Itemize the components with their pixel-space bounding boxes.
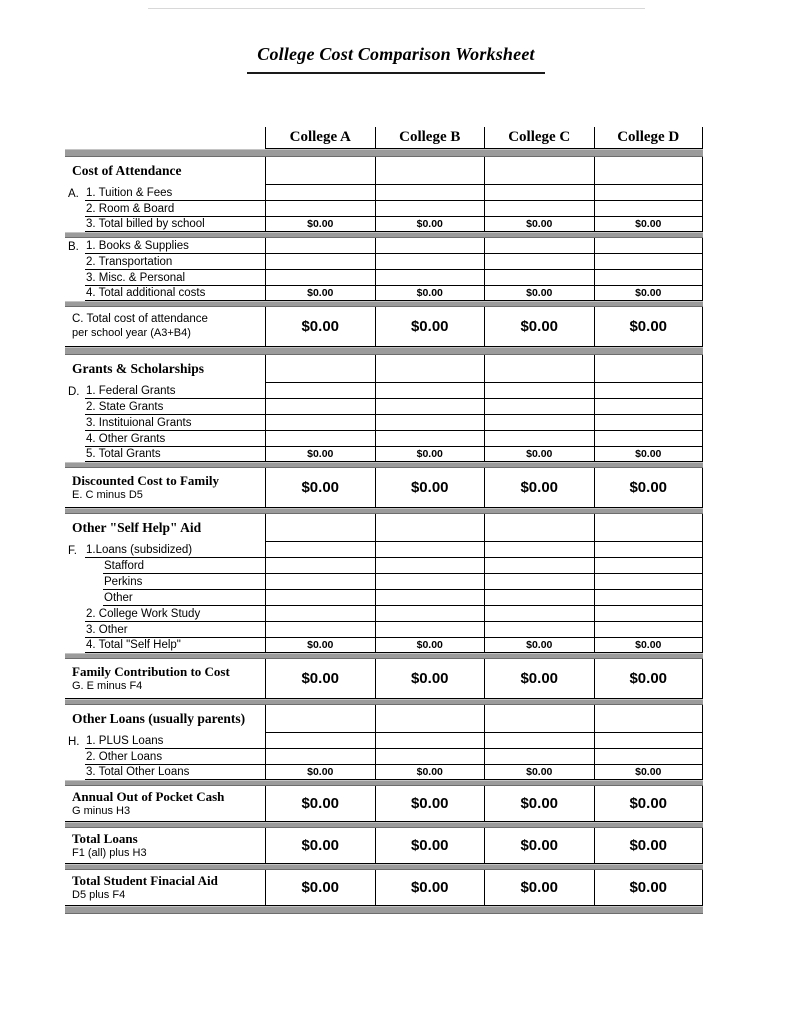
empty-cell: [265, 270, 375, 286]
row-label: 4. Total additional costs: [86, 287, 206, 299]
row-label-cell: [65, 185, 265, 201]
row-label-cell: [65, 415, 265, 431]
column-header: College B: [375, 127, 485, 149]
row-label: Annual Out of Pocket Cash: [72, 788, 225, 804]
empty-cell: [265, 749, 375, 765]
empty-cell: [265, 157, 375, 185]
empty-cell: [594, 185, 704, 201]
empty-cell: [265, 574, 375, 590]
amount-cell: $0.00: [375, 638, 485, 653]
empty-cell: [484, 201, 594, 217]
empty-cell: [484, 558, 594, 574]
amount-cell: $0.00: [265, 447, 375, 462]
row-label: 1. PLUS Loans: [86, 735, 164, 747]
empty-cell: [594, 431, 704, 447]
row-label: Perkins: [104, 576, 143, 588]
empty-cell: [594, 254, 704, 270]
empty-cell: [594, 415, 704, 431]
row-label: 3. Misc. & Personal: [86, 272, 186, 284]
empty-cell: [375, 705, 485, 733]
empty-cell: [265, 185, 375, 201]
empty-cell: [594, 749, 704, 765]
empty-cell: [594, 355, 704, 383]
row-underline: [85, 622, 265, 638]
empty-cell: [594, 705, 704, 733]
table-row: [65, 558, 703, 574]
amount-cell: $0.00: [594, 447, 704, 462]
table-row: [65, 749, 703, 765]
amount-cell: $0.00: [484, 659, 594, 699]
page-title-wrap: [0, 44, 792, 74]
row-underline: [103, 558, 265, 574]
row-label-cell: [65, 828, 265, 864]
row-underline: [85, 415, 265, 431]
row-label: 2. Other Loans: [86, 751, 163, 763]
empty-cell: [265, 254, 375, 270]
row-label: 1. Books & Supplies: [86, 240, 189, 252]
table-row: [65, 307, 703, 347]
row-label: C. Total cost of attendance: [72, 312, 208, 325]
row-prefix: [65, 765, 85, 780]
empty-cell: [265, 514, 375, 542]
row-prefix: [65, 415, 85, 431]
amount-cell: $0.00: [594, 217, 704, 232]
table-row: [65, 638, 703, 653]
row-label: 2. Room & Board: [86, 203, 175, 215]
table-row: [65, 383, 703, 399]
empty-cell: [484, 238, 594, 254]
section-header-row: [65, 514, 703, 542]
empty-cell: [484, 415, 594, 431]
amount-cell: $0.00: [594, 870, 704, 906]
column-header: College D: [594, 127, 704, 149]
row-sublabel: E. C minus D5: [72, 489, 143, 502]
section-title: Grants & Scholarships: [72, 361, 205, 376]
amount-cell: $0.00: [375, 786, 485, 822]
table-row: [65, 468, 703, 508]
empty-cell: [265, 542, 375, 558]
amount-cell: $0.00: [594, 286, 704, 301]
section-header-row: [65, 355, 703, 383]
amount-cell: $0.00: [484, 765, 594, 780]
empty-cell: [484, 185, 594, 201]
amount-cell: $0.00: [594, 786, 704, 822]
row-label-cell: [65, 574, 265, 590]
amount-cell: $0.00: [594, 659, 704, 699]
section-divider-bar: [65, 347, 703, 355]
empty-cell: [265, 238, 375, 254]
row-prefix: [65, 558, 103, 574]
row-label: Stafford: [104, 560, 145, 572]
empty-cell: [265, 399, 375, 415]
amount-cell: $0.00: [265, 307, 375, 347]
row-label: 2. College Work Study: [86, 608, 201, 620]
table-row: [65, 415, 703, 431]
row-label-cell: [65, 355, 265, 383]
row-prefix: [65, 447, 85, 462]
row-label-cell: [65, 468, 265, 508]
empty-cell: [375, 622, 485, 638]
row-label-cell: [65, 307, 265, 347]
empty-cell: [594, 383, 704, 399]
row-label-cell: [65, 870, 265, 906]
row-sublabel: F1 (all) plus H3: [72, 847, 147, 860]
empty-cell: [375, 590, 485, 606]
empty-cell: [265, 355, 375, 383]
empty-cell: [375, 270, 485, 286]
row-label: 3. Total Other Loans: [86, 766, 190, 778]
empty-cell: [484, 157, 594, 185]
row-label: 3. Instituional Grants: [86, 417, 192, 429]
table-row: [65, 447, 703, 462]
empty-cell: [594, 558, 704, 574]
amount-cell: $0.00: [265, 870, 375, 906]
amount-cell: $0.00: [594, 828, 704, 864]
row-sublabel: G minus H3: [72, 805, 131, 818]
empty-cell: [265, 558, 375, 574]
row-label: 5. Total Grants: [86, 448, 161, 460]
amount-cell: $0.00: [375, 468, 485, 508]
row-underline: [85, 399, 265, 415]
row-prefix: H.: [68, 736, 80, 748]
empty-cell: [484, 383, 594, 399]
row-label-cell: [65, 558, 265, 574]
empty-cell: [375, 399, 485, 415]
empty-cell: [484, 542, 594, 558]
amount-cell: $0.00: [265, 638, 375, 653]
row-underline: [85, 383, 265, 399]
row-label-cell: [65, 542, 265, 558]
row-prefix: [65, 749, 85, 765]
empty-cell: [594, 514, 704, 542]
amount-cell: $0.00: [484, 638, 594, 653]
page-title: College Cost Comparison Worksheet: [247, 44, 544, 74]
row-label: 3. Other: [86, 624, 128, 636]
amount-cell: $0.00: [484, 286, 594, 301]
row-underline: [85, 638, 265, 653]
row-prefix: B.: [68, 241, 79, 253]
empty-cell: [594, 157, 704, 185]
row-prefix: [65, 217, 85, 232]
row-label-cell: [65, 638, 265, 653]
row-label-cell: [65, 201, 265, 217]
amount-cell: $0.00: [375, 447, 485, 462]
amount-cell: $0.00: [265, 286, 375, 301]
row-prefix: [65, 201, 85, 217]
column-header: College A: [265, 127, 375, 149]
column-header: College C: [484, 127, 594, 149]
table-row: [65, 286, 703, 301]
table-row: [65, 542, 703, 558]
scan-artifact-line: [148, 8, 645, 9]
section-header-row: [65, 157, 703, 185]
row-label-cell: [65, 217, 265, 232]
empty-cell: [484, 270, 594, 286]
row-prefix: [65, 286, 85, 301]
empty-cell: [484, 574, 594, 590]
row-underline: [85, 749, 265, 765]
row-label: Discounted Cost to Family: [72, 472, 219, 488]
row-label-cell: [65, 254, 265, 270]
empty-cell: [375, 254, 485, 270]
empty-cell: [594, 606, 704, 622]
amount-cell: $0.00: [265, 217, 375, 232]
empty-cell: [265, 383, 375, 399]
row-label-cell: [65, 765, 265, 780]
row-label-cell: [65, 705, 265, 733]
empty-cell: [375, 431, 485, 447]
row-label-cell: [65, 622, 265, 638]
table-row: [65, 765, 703, 780]
empty-cell: [265, 201, 375, 217]
row-underline: [85, 238, 265, 254]
empty-cell: [484, 749, 594, 765]
empty-cell: [594, 590, 704, 606]
empty-cell: [594, 399, 704, 415]
empty-cell: [594, 542, 704, 558]
row-label: 1. Tuition & Fees: [86, 187, 173, 199]
amount-cell: $0.00: [375, 765, 485, 780]
empty-cell: [484, 590, 594, 606]
row-label-cell: [65, 127, 265, 149]
table-row: [65, 828, 703, 864]
empty-cell: [484, 254, 594, 270]
amount-cell: $0.00: [484, 217, 594, 232]
empty-cell: [375, 574, 485, 590]
empty-cell: [375, 201, 485, 217]
row-prefix: F.: [68, 545, 77, 557]
row-label: 1.Loans (subsidized): [86, 544, 193, 556]
row-label-cell: [65, 590, 265, 606]
row-label: Total Student Finacial Aid: [72, 872, 218, 888]
amount-cell: $0.00: [375, 828, 485, 864]
amount-cell: $0.00: [265, 468, 375, 508]
row-underline: [85, 286, 265, 301]
row-underline: [85, 542, 265, 558]
amount-cell: $0.00: [265, 659, 375, 699]
empty-cell: [375, 415, 485, 431]
row-underline: [103, 590, 265, 606]
amount-cell: $0.00: [484, 307, 594, 347]
empty-cell: [375, 514, 485, 542]
amount-cell: $0.00: [375, 286, 485, 301]
row-label-cell: [65, 286, 265, 301]
section-divider-bar: [65, 906, 703, 914]
table-row: [65, 238, 703, 254]
table-row: [65, 590, 703, 606]
empty-cell: [594, 574, 704, 590]
empty-cell: [594, 733, 704, 749]
row-prefix: [65, 622, 85, 638]
row-label: 3. Total billed by school: [86, 218, 205, 230]
row-label-cell: [65, 399, 265, 415]
amount-cell: $0.00: [484, 828, 594, 864]
cost-comparison-table: [65, 127, 703, 914]
section-title: Other "Self Help" Aid: [72, 520, 202, 535]
table-row: [65, 870, 703, 906]
empty-cell: [375, 733, 485, 749]
row-label-cell: [65, 514, 265, 542]
row-prefix: [65, 270, 85, 286]
amount-cell: $0.00: [375, 870, 485, 906]
empty-cell: [265, 431, 375, 447]
row-underline: [85, 270, 265, 286]
table-row: [65, 201, 703, 217]
empty-cell: [594, 270, 704, 286]
amount-cell: $0.00: [375, 217, 485, 232]
amount-cell: $0.00: [375, 659, 485, 699]
row-label-cell: [65, 270, 265, 286]
row-label: Total Loans: [72, 830, 138, 846]
row-label-cell: [65, 431, 265, 447]
row-label-cell: [65, 749, 265, 765]
amount-cell: $0.00: [484, 786, 594, 822]
row-label-cell: [65, 606, 265, 622]
row-label-cell: [65, 447, 265, 462]
row-label-cell: [65, 733, 265, 749]
amount-cell: $0.00: [265, 765, 375, 780]
table-row: [65, 217, 703, 232]
empty-cell: [265, 590, 375, 606]
row-label-cell: [65, 383, 265, 399]
row-sublabel: per school year (A3+B4): [72, 327, 191, 340]
empty-cell: [484, 606, 594, 622]
row-label-cell: [65, 157, 265, 185]
table-row: [65, 622, 703, 638]
section-header-row: [65, 705, 703, 733]
row-prefix: [65, 606, 85, 622]
table-row: [65, 659, 703, 699]
row-label: Family Contribution to Cost: [72, 663, 230, 679]
empty-cell: [375, 238, 485, 254]
empty-cell: [484, 733, 594, 749]
amount-cell: $0.00: [484, 447, 594, 462]
empty-cell: [594, 238, 704, 254]
section-title: Other Loans (usually parents): [72, 711, 246, 726]
column-header-row: [65, 127, 703, 149]
row-label: 4. Other Grants: [86, 433, 166, 445]
row-underline: [103, 574, 265, 590]
row-prefix: [65, 590, 103, 606]
row-label-cell: [65, 659, 265, 699]
empty-cell: [265, 622, 375, 638]
row-prefix: [65, 574, 103, 590]
row-underline: [85, 447, 265, 462]
empty-cell: [265, 606, 375, 622]
amount-cell: $0.00: [594, 468, 704, 508]
table-row: [65, 786, 703, 822]
table-row: [65, 399, 703, 415]
empty-cell: [484, 355, 594, 383]
section-divider-bar: [65, 149, 703, 157]
row-underline: [85, 185, 265, 201]
row-label: 2. State Grants: [86, 401, 164, 413]
empty-cell: [594, 201, 704, 217]
row-underline: [85, 217, 265, 232]
row-prefix: [65, 254, 85, 270]
row-prefix: [65, 399, 85, 415]
empty-cell: [375, 185, 485, 201]
empty-cell: [484, 622, 594, 638]
row-label: 4. Total "Self Help": [86, 639, 181, 651]
section-title: Cost of Attendance: [72, 163, 182, 178]
empty-cell: [375, 606, 485, 622]
row-label-cell: [65, 238, 265, 254]
empty-cell: [484, 514, 594, 542]
row-prefix: [65, 431, 85, 447]
empty-cell: [484, 399, 594, 415]
empty-cell: [375, 542, 485, 558]
empty-cell: [265, 705, 375, 733]
empty-cell: [484, 705, 594, 733]
amount-cell: $0.00: [594, 765, 704, 780]
empty-cell: [594, 622, 704, 638]
amount-cell: $0.00: [484, 468, 594, 508]
table-row: [65, 606, 703, 622]
table-row: [65, 254, 703, 270]
row-sublabel: G. E minus F4: [72, 680, 143, 693]
amount-cell: $0.00: [594, 638, 704, 653]
row-underline: [85, 201, 265, 217]
amount-cell: $0.00: [375, 307, 485, 347]
row-prefix: A.: [68, 188, 79, 200]
empty-cell: [375, 383, 485, 399]
row-label: 1. Federal Grants: [86, 385, 176, 397]
row-underline: [85, 254, 265, 270]
table-row: [65, 431, 703, 447]
row-label: Other: [104, 592, 133, 604]
row-sublabel: D5 plus F4: [72, 889, 126, 902]
table-row: [65, 574, 703, 590]
row-prefix: [65, 638, 85, 653]
table-row: [65, 270, 703, 286]
empty-cell: [375, 355, 485, 383]
row-underline: [85, 431, 265, 447]
empty-cell: [375, 558, 485, 574]
amount-cell: $0.00: [265, 786, 375, 822]
table-row: [65, 185, 703, 201]
empty-cell: [375, 157, 485, 185]
amount-cell: $0.00: [484, 870, 594, 906]
empty-cell: [484, 431, 594, 447]
amount-cell: $0.00: [265, 828, 375, 864]
empty-cell: [375, 749, 485, 765]
row-label-cell: [65, 786, 265, 822]
row-underline: [85, 765, 265, 780]
empty-cell: [265, 733, 375, 749]
row-underline: [85, 733, 265, 749]
amount-cell: $0.00: [594, 307, 704, 347]
row-prefix: D.: [68, 386, 80, 398]
table-row: [65, 733, 703, 749]
empty-cell: [265, 415, 375, 431]
row-label: 2. Transportation: [86, 256, 173, 268]
row-underline: [85, 606, 265, 622]
